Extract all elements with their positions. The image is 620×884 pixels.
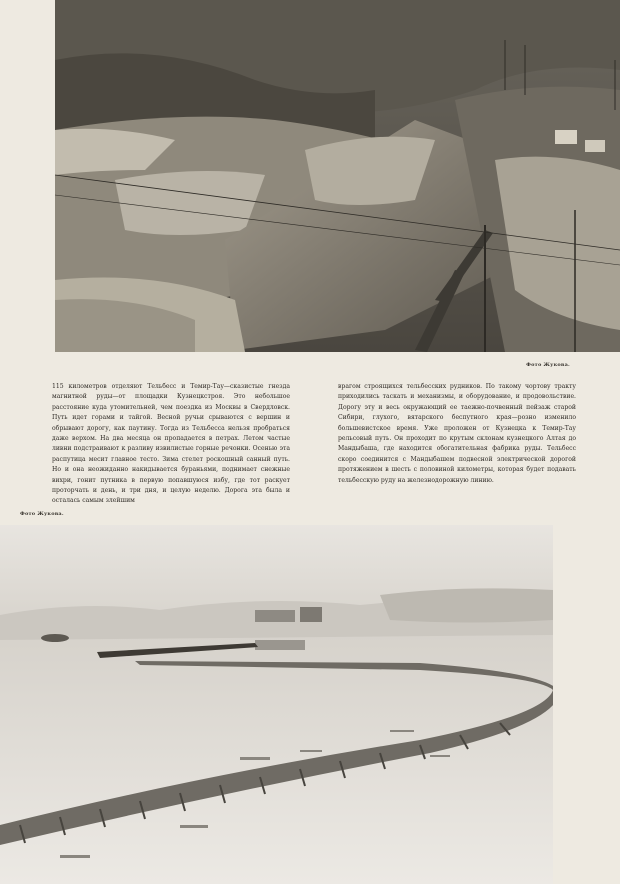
mine-photo-image [55,0,620,352]
article-paragraph-left: 115 километров отделяют Тельбесс и Темир-Тау—сказистые гнезда магнитной руды—от площадки Кузнецкстроя. Это небольшое расстояние куда утомительней, чем поездка из Москвы в Свердловск. Путь идет горами и тайгой. Весной ручьи срываются с вершин и обрывают дорогу, как паутину. Тогда из Тельбесса нельзя пробраться даже верхом. На два месяца он пропадается в петрах. Летом частые ливни подстраивают к разливу извилистые горные речонки. Осенью эта распутица месит главное тесто. Зима стелет роскошный санный путь. Но и она неожиданно накидывается бураньями, поднимает снежные вихри, гонит путника в первую попавшуюся избу, где тот раскует проторчать и день, и три дня, и целую неделю. Дорога эта была и осталась самым злейшим [52,383,290,505]
railway-photo [0,525,553,884]
photo-credit-bottom: Фото Жукова. [20,511,64,517]
railway-photo-image [0,525,553,884]
mine-photo [55,0,620,352]
article-column-right [338,382,576,486]
article-paragraph-right: врагом строящихся тельбесских рудников. По такому чортову тракту приходились таскать и механизмы, и оборудование, и продовольствие. Дорогу эту и весь окружающий ее таежно-почвенный пейзаж старой Сибири, глухого, вятарского беспутного края—розно изменило большевистское время. Уже проложен от Кузнецка к Темир-Тау рельсовый путь. Он проходит по крутым склонам кузнецкого Алтая до Мандыбаша, где находится обогатительная фабрика руды. Тельбесс скоро соединится с Мандыбашем подвесной электрической дорогой протяжением в шесть с половиной километры, которая будет подавать тельбесскую руду на железнодорожную линию. [338,383,576,484]
article-column-left [52,382,290,507]
photo-credit-top: Фото Жукова. [526,362,570,368]
